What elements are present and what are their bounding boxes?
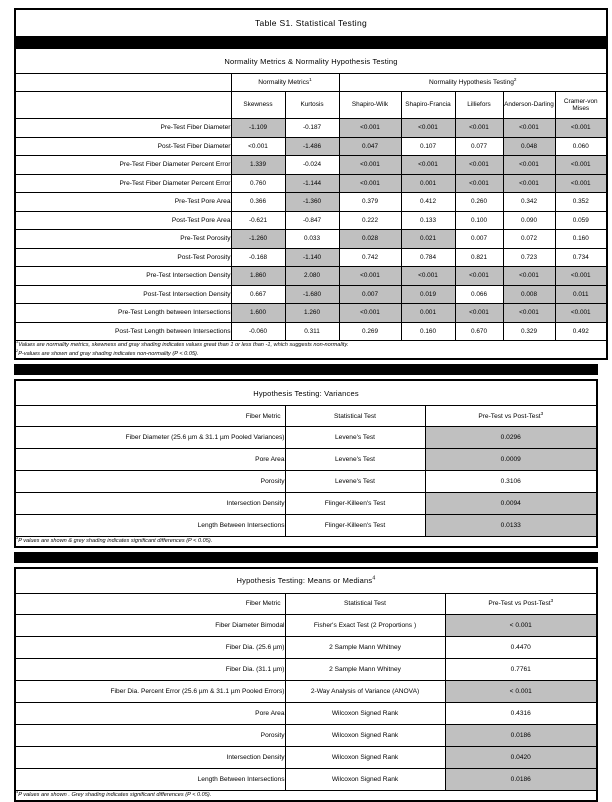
data-cell: <0.001 xyxy=(401,267,455,286)
data-cell: 0.060 xyxy=(555,137,607,156)
data-cell: 0.100 xyxy=(455,211,503,230)
data-cell: 0.329 xyxy=(503,322,555,341)
table-row xyxy=(15,267,607,286)
black-divider-row xyxy=(15,37,607,49)
data-cell: 0.007 xyxy=(339,285,401,304)
black-bar-3 xyxy=(14,552,598,563)
data-cell: <0.001 xyxy=(455,119,503,138)
data-cell: <0.001 xyxy=(455,156,503,175)
group-header-normality-metrics: Normality Metrics$^1$ xyxy=(231,74,339,92)
p-value-cell: 0.0133 xyxy=(425,515,597,537)
p-value-cell: 0.7761 xyxy=(445,658,597,680)
data-cell: <0.001 xyxy=(555,156,607,175)
data-cell: 0.760 xyxy=(231,174,285,193)
column-header-kurtosis: Kurtosis xyxy=(285,92,339,119)
data-cell: 0.734 xyxy=(555,248,607,267)
data-cell: 0.133 xyxy=(401,211,455,230)
fiber-metric-cell: Fiber Dia. Percent Error (25.6 µm & 31.1 µm Pooled Errors) xyxy=(15,680,285,702)
column-header-shapiro-francia: Shapiro-Francia xyxy=(401,92,455,119)
row-label: Pre-Test Intersection Density xyxy=(15,267,231,286)
footnote-2 xyxy=(16,347,606,359)
fiber-metric-cell: Fiber Diameter Bimodal xyxy=(15,614,285,636)
data-cell: <0.001 xyxy=(503,119,555,138)
data-cell: <0.001 xyxy=(401,156,455,175)
data-cell: <0.001 xyxy=(555,174,607,193)
row-label: Pre-Test Fiber Diameter xyxy=(15,119,231,138)
p-value-cell: 0.0296 xyxy=(425,427,597,449)
table-row xyxy=(15,304,607,323)
data-cell: -1.140 xyxy=(285,248,339,267)
data-cell: 0.001 xyxy=(401,304,455,323)
row-label: Post-Test Length between Intersections xyxy=(15,322,231,341)
table-row xyxy=(15,636,597,658)
data-cell: -0.187 xyxy=(285,119,339,138)
data-cell: 0.059 xyxy=(555,211,607,230)
data-cell: <0.001 xyxy=(339,119,401,138)
data-cell: 0.366 xyxy=(231,193,285,212)
table-row xyxy=(15,768,597,790)
footnote-marker-1: 1 xyxy=(309,76,312,82)
data-cell: 0.670 xyxy=(455,322,503,341)
row-label: Pre-Test Length between Intersections xyxy=(15,304,231,323)
data-cell: 0.047 xyxy=(339,137,401,156)
footnote-2-marker: 2 xyxy=(16,347,19,353)
statistical-test-cell: Levene's Test xyxy=(285,471,425,493)
document-title-row xyxy=(15,9,607,37)
table-row xyxy=(15,174,607,193)
data-cell: 0.090 xyxy=(503,211,555,230)
footnote-3-marker: 3 xyxy=(16,535,19,541)
data-cell: <0.001 xyxy=(339,267,401,286)
row-label: Pre-Test Pore Area xyxy=(15,193,231,212)
data-cell: 0.784 xyxy=(401,248,455,267)
table-row xyxy=(15,724,597,746)
table2-section-title-row xyxy=(15,380,597,406)
data-cell: -1.486 xyxy=(285,137,339,156)
data-cell: 0.222 xyxy=(339,211,401,230)
data-cell: -0.060 xyxy=(231,322,285,341)
footnote-3-text: P values are shown & grey shading indicates significant differences (P < 0.05). xyxy=(18,538,213,545)
data-cell: 0.742 xyxy=(339,248,401,267)
table3-column-header-fiber-metric: Fiber Metric xyxy=(15,593,285,614)
column-header-anderson-darling: Anderson-Darling xyxy=(503,92,555,119)
fiber-metric-cell: Porosity xyxy=(15,471,285,493)
page-title: Table S1. Statistical Testing xyxy=(15,9,607,37)
footnote-3 xyxy=(16,537,596,546)
row-label: Post-Test Intersection Density xyxy=(15,285,231,304)
footnote-marker-3b: 3 xyxy=(550,598,554,604)
data-cell: 0.260 xyxy=(455,193,503,212)
p-value-cell: 0.0094 xyxy=(425,493,597,515)
data-cell: <0.001 xyxy=(555,267,607,286)
data-cell: 2.080 xyxy=(285,267,339,286)
table-s1-block xyxy=(14,8,608,360)
statistical-test-cell: Wilcoxon Signed Rank xyxy=(285,724,445,746)
p-value-cell: 0.0420 xyxy=(445,746,597,768)
table-row xyxy=(15,746,597,768)
data-cell: -1.144 xyxy=(285,174,339,193)
table3-header-row xyxy=(15,593,597,614)
table2-header-row xyxy=(15,406,597,427)
data-cell: -1.109 xyxy=(231,119,285,138)
table-row xyxy=(15,449,597,471)
table-row xyxy=(15,193,607,212)
fiber-metric-cell: Pore Area xyxy=(15,449,285,471)
data-cell: -1.260 xyxy=(231,230,285,249)
data-cell: 0.011 xyxy=(555,285,607,304)
data-cell: -1.360 xyxy=(285,193,339,212)
table-row xyxy=(15,211,607,230)
row-label: Post-Test Fiber Diameter xyxy=(15,137,231,156)
data-cell: 0.492 xyxy=(555,322,607,341)
data-cell: <0.001 xyxy=(503,156,555,175)
footnote-2-text: P-values are shown and gray shading indicates non-normality (P < 0.05). xyxy=(18,350,199,357)
data-cell: 0.019 xyxy=(401,285,455,304)
table3-column-header-pre-vs-post: Pre-Test vs Post-Test$^3$ xyxy=(445,593,597,614)
data-cell: <0.001 xyxy=(503,304,555,323)
table3-section-title: Hypothesis Testing: Means or Medians$^4$ xyxy=(15,568,597,594)
table1-group-header-row xyxy=(15,74,607,92)
statistical-test-cell: Wilcoxon Signed Rank xyxy=(285,746,445,768)
table-row xyxy=(15,493,597,515)
fiber-metric-cell: Length Between Intersections xyxy=(15,515,285,537)
statistical-test-cell: 2 Sample Mann Whitney xyxy=(285,636,445,658)
black-bar-2 xyxy=(14,364,598,375)
fiber-metric-cell: Pore Area xyxy=(15,702,285,724)
p-value-cell: 0.3106 xyxy=(425,471,597,493)
column-header-skewness: Skewness xyxy=(231,92,285,119)
data-cell: 0.008 xyxy=(503,285,555,304)
fiber-metric-cell: Intersection Density xyxy=(15,746,285,768)
statistical-test-cell: 2-Way Analysis of Variance (ANOVA) xyxy=(285,680,445,702)
row-label: Pre-Test Fiber Diameter Percent Error xyxy=(15,174,231,193)
data-cell: 0.021 xyxy=(401,230,455,249)
data-cell: <0.001 xyxy=(455,267,503,286)
data-cell: 0.311 xyxy=(285,322,339,341)
footnote-4-marker: 4 xyxy=(16,789,19,795)
table-variances-block xyxy=(14,379,598,548)
data-cell: 0.028 xyxy=(339,230,401,249)
data-cell: <0.001 xyxy=(401,119,455,138)
section-divider xyxy=(15,37,607,49)
footnote-4 xyxy=(16,791,596,800)
fiber-metric-cell: Fiber Dia. (25.6 µm) xyxy=(15,636,285,658)
table1-column-header-row xyxy=(15,92,607,119)
statistical-test-cell: Levene's Test xyxy=(285,427,425,449)
data-cell: 0.007 xyxy=(455,230,503,249)
data-cell: 0.077 xyxy=(455,137,503,156)
column-header-cramer-von-mises: Cramer-von Mises xyxy=(555,92,607,119)
table-row xyxy=(15,119,607,138)
column-header-lilliefors: Lilliefors xyxy=(455,92,503,119)
footnote-marker-4: 4 xyxy=(372,575,376,582)
data-cell: 0.066 xyxy=(455,285,503,304)
table-row xyxy=(15,471,597,493)
p-value-cell: 0.0009 xyxy=(425,449,597,471)
row-label: Pre-Test Fiber Diameter Percent Error xyxy=(15,156,231,175)
data-cell: -0.024 xyxy=(285,156,339,175)
data-cell: 0.342 xyxy=(503,193,555,212)
fiber-metric-cell: Length Between Intersections xyxy=(15,768,285,790)
footnote-marker-3: 3 xyxy=(540,410,544,416)
p-value-cell: 0.4470 xyxy=(445,636,597,658)
table2-section-title: Hypothesis Testing: Variances xyxy=(15,380,597,406)
data-cell: 0.379 xyxy=(339,193,401,212)
row-label: Pre-Test Porosity xyxy=(15,230,231,249)
data-cell: 0.072 xyxy=(503,230,555,249)
fiber-metric-cell: Fiber Diameter (25.6 µm & 31.1 µm Pooled Variances) xyxy=(15,427,285,449)
data-cell: <0.001 xyxy=(555,119,607,138)
data-cell: -0.621 xyxy=(231,211,285,230)
footnote-1-text: Values are normality metrics, skewness and gray shading indicates values great than 1 or less than -1, which suggests non-normality. xyxy=(18,342,349,348)
table-row xyxy=(15,156,607,175)
group-header-normality-hypothesis-testing: Normality Hypothesis Testing$^2$ xyxy=(339,74,607,92)
table3-body xyxy=(15,614,597,790)
table1-corner-cell xyxy=(15,74,231,92)
data-cell: <0.001 xyxy=(339,174,401,193)
black-bar xyxy=(16,37,606,48)
data-cell: 0.667 xyxy=(231,285,285,304)
data-cell: 0.821 xyxy=(455,248,503,267)
row-label: Post-Test Porosity xyxy=(15,248,231,267)
table-row xyxy=(15,680,597,702)
fiber-metric-cell: Intersection Density xyxy=(15,493,285,515)
p-value-cell: < 0.001 xyxy=(445,614,597,636)
fiber-metric-cell: Porosity xyxy=(15,724,285,746)
p-value-cell: 0.0186 xyxy=(445,724,597,746)
data-cell: <0.001 xyxy=(503,174,555,193)
row-label: Post-Test Pore Area xyxy=(15,211,231,230)
data-cell: 0.412 xyxy=(401,193,455,212)
table-row xyxy=(15,427,597,449)
table1-rowlabel-header xyxy=(15,92,231,119)
table1-body xyxy=(15,119,607,341)
table3-column-header-statistical-test: Statistical Test xyxy=(285,593,445,614)
table2-column-header-fiber-metric: Fiber Metric xyxy=(15,406,285,427)
table2-footnotes xyxy=(15,537,597,547)
data-cell: <0.001 xyxy=(503,267,555,286)
data-cell: -0.847 xyxy=(285,211,339,230)
column-header-shapiro-wilk: Shapiro-Wilk xyxy=(339,92,401,119)
data-cell: 0.001 xyxy=(401,174,455,193)
table-row xyxy=(15,515,597,537)
table3-section-title-row xyxy=(15,568,597,594)
statistical-test-cell: 2 Sample Mann Whitney xyxy=(285,658,445,680)
statistical-test-cell: Flinger-Killeen's Test xyxy=(285,515,425,537)
data-cell: <0.001 xyxy=(231,137,285,156)
data-cell: 0.033 xyxy=(285,230,339,249)
data-cell: 0.160 xyxy=(555,230,607,249)
data-cell: 0.160 xyxy=(401,322,455,341)
data-cell: <0.001 xyxy=(339,156,401,175)
footnote-4-text: P values are shown . Grey shading indicates significant differences (P < 0.05). xyxy=(18,791,212,798)
table1-footnotes xyxy=(15,341,607,360)
statistical-test-cell: Wilcoxon Signed Rank xyxy=(285,702,445,724)
statistical-test-cell: Fisher's Exact Test (2 Proportions ) xyxy=(285,614,445,636)
data-cell: 0.723 xyxy=(503,248,555,267)
statistical-test-cell: Wilcoxon Signed Rank xyxy=(285,768,445,790)
table-row xyxy=(15,658,597,680)
data-cell: 1.260 xyxy=(285,304,339,323)
data-cell: <0.001 xyxy=(455,174,503,193)
p-value-cell: < 0.001 xyxy=(445,680,597,702)
data-cell: 1.600 xyxy=(231,304,285,323)
table2-column-header-statistical-test: Statistical Test xyxy=(285,406,425,427)
statistical-test-cell: Levene's Test xyxy=(285,449,425,471)
data-cell: 1.339 xyxy=(231,156,285,175)
table-means-medians-block xyxy=(14,567,598,802)
footnote-1-marker: 1 xyxy=(16,339,19,345)
p-value-cell: 0.4316 xyxy=(445,702,597,724)
table-row xyxy=(15,137,607,156)
table-row xyxy=(15,702,597,724)
table-row xyxy=(15,322,607,341)
data-cell: 1.860 xyxy=(231,267,285,286)
table-row xyxy=(15,230,607,249)
table1-section-title: Normality Metrics & Normality Hypothesis Testing xyxy=(15,49,607,74)
data-cell: -1.680 xyxy=(285,285,339,304)
p-value-cell: 0.0186 xyxy=(445,768,597,790)
data-cell: <0.001 xyxy=(339,304,401,323)
data-cell: 0.269 xyxy=(339,322,401,341)
data-cell: <0.001 xyxy=(455,304,503,323)
data-cell: 0.048 xyxy=(503,137,555,156)
footnote-1 xyxy=(16,341,606,350)
table-row xyxy=(15,285,607,304)
table2-column-header-pre-vs-post: Pre-Test vs Post-Test$^3$ xyxy=(425,406,597,427)
data-cell: <0.001 xyxy=(555,304,607,323)
table1-section-title-row xyxy=(15,49,607,74)
table-row xyxy=(15,614,597,636)
footnote-marker-2: 2 xyxy=(513,76,517,82)
table-row xyxy=(15,248,607,267)
statistical-test-cell: Flinger-Killeen's Test xyxy=(285,493,425,515)
table2-body xyxy=(15,427,597,537)
table2-footnotes-row xyxy=(15,537,597,547)
data-cell: 0.107 xyxy=(401,137,455,156)
data-cell: -0.168 xyxy=(231,248,285,267)
data-cell: 0.352 xyxy=(555,193,607,212)
table1-footnotes-row xyxy=(15,341,607,360)
fiber-metric-cell: Fiber Dia. (31.1 µm) xyxy=(15,658,285,680)
